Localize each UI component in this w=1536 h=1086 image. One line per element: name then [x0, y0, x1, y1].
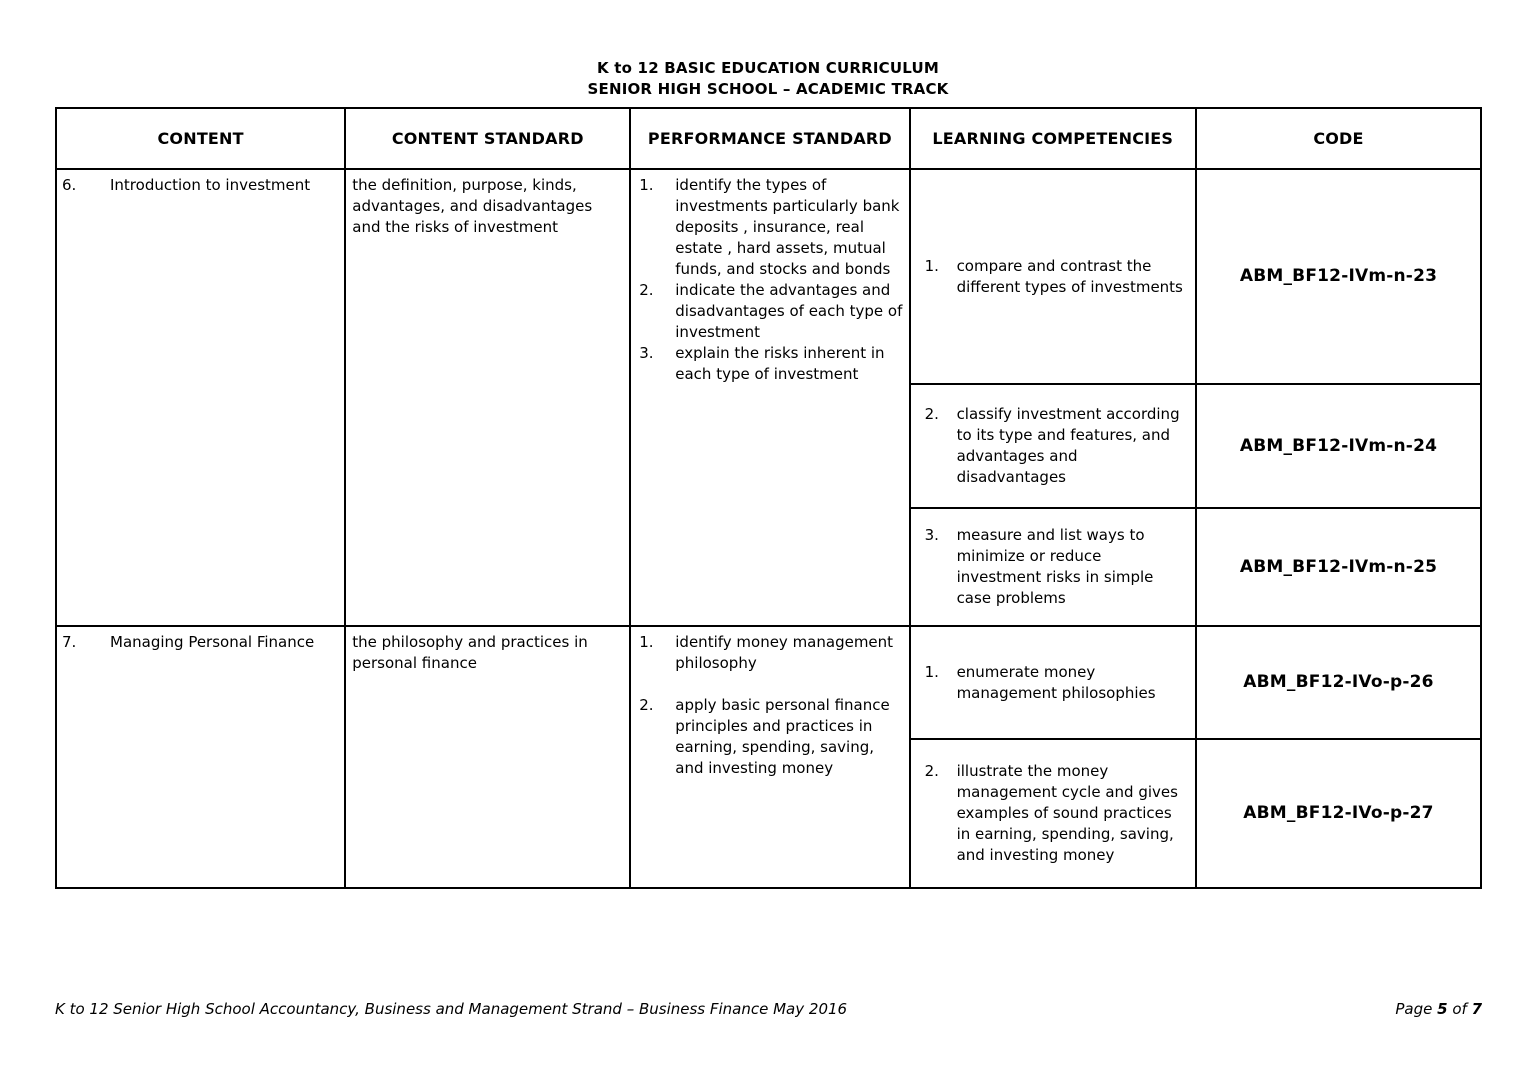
code-cell: ABM_BF12-IVo-p-27 [1196, 739, 1481, 888]
content-label: Introduction to investment [110, 176, 311, 194]
item-text: compare and contrast the different types of investments [956, 256, 1183, 296]
table-row [56, 169, 1481, 384]
header-performance-standard: PERFORMANCE STANDARD [630, 108, 909, 169]
table-header-row [56, 108, 1481, 169]
content-entry [62, 175, 338, 196]
table-row [56, 626, 1481, 739]
competency-item [925, 525, 1191, 609]
item-text: apply basic personal finance principles and practices in earning, spending, saving, and investing money [675, 696, 890, 777]
header-content: CONTENT [56, 108, 345, 169]
footer-total-pages: 7 [1471, 1000, 1482, 1018]
item-number: 2. [924, 762, 939, 780]
item-number: 1. [639, 633, 654, 651]
footer-document-name: K to 12 Senior High School Accountancy, Business and Management Strand – Business Finance May 2016 [55, 1000, 848, 1018]
performance-standard-cell-6 [630, 169, 909, 626]
performance-item [639, 280, 904, 343]
item-number: 3. [639, 344, 654, 362]
content-standard-cell-7: the philosophy and practices in personal finance [345, 626, 630, 888]
page-footer [55, 1000, 1482, 1018]
competency-item [925, 256, 1191, 298]
item-number: 1. [924, 256, 939, 275]
learning-competency-cell [910, 169, 1196, 384]
content-cell-6 [56, 169, 345, 626]
item-number: 1. [639, 176, 654, 194]
item-number: 2. [639, 281, 654, 299]
item-text: identify the types of investments particularly bank deposits , insurance, real estate , hard assets, mutual funds, and stocks and bonds [675, 176, 900, 278]
content-standard-cell-6: the definition, purpose, kinds, advantages, and disadvantages and the risks of investment [345, 169, 630, 626]
item-number: 1. [924, 662, 939, 681]
content-entry [62, 632, 338, 653]
learning-competency-cell [910, 739, 1196, 888]
code-cell: ABM_BF12-IVm-n-24 [1196, 384, 1481, 508]
item-text: identify money management philosophy [675, 633, 894, 672]
header-learning-competencies: LEARNING COMPETENCIES [910, 108, 1196, 169]
footer-of-word: of [1447, 1000, 1472, 1018]
item-text: indicate the advantages and disadvantages of each type of investment [675, 281, 903, 341]
header-code: CODE [1196, 108, 1481, 169]
document-title [0, 58, 1536, 100]
code-cell: ABM_BF12-IVo-p-26 [1196, 626, 1481, 739]
competency-item [925, 761, 1191, 866]
performance-item [639, 695, 904, 779]
learning-competency-cell [910, 508, 1196, 626]
curriculum-table [55, 107, 1482, 889]
competency-item [925, 662, 1191, 704]
code-cell: ABM_BF12-IVm-n-25 [1196, 508, 1481, 626]
footer-page-indicator [1395, 1000, 1482, 1018]
row-number: 7. [62, 633, 77, 651]
item-text: enumerate money management philosophies [956, 662, 1156, 702]
row-number: 6. [62, 176, 77, 194]
item-text: explain the risks inherent in each type of investment [675, 344, 885, 383]
content-label: Managing Personal Finance [110, 633, 315, 651]
performance-item [639, 343, 904, 385]
footer-page-number: 5 [1437, 1000, 1448, 1018]
performance-item [639, 175, 904, 280]
code-cell: ABM_BF12-IVm-n-23 [1196, 169, 1481, 384]
item-number: 3. [924, 526, 939, 544]
header-content-standard: CONTENT STANDARD [345, 108, 630, 169]
title-line-2: SENIOR HIGH SCHOOL – ACADEMIC TRACK [587, 80, 949, 98]
item-text: illustrate the money management cycle and gives examples of sound practices in earning, spending, saving, and investing money [956, 762, 1178, 864]
content-cell-7 [56, 626, 345, 888]
item-number: 2. [639, 696, 654, 714]
learning-competency-cell [910, 384, 1196, 508]
item-text: measure and list ways to minimize or reduce investment risks in simple case problems [956, 526, 1154, 607]
item-text: classify investment according to its type and features, and advantages and disadvantages [956, 405, 1180, 486]
competency-item [925, 404, 1191, 488]
item-number: 2. [924, 405, 939, 423]
learning-competency-cell [910, 626, 1196, 739]
performance-standard-cell-7 [630, 626, 909, 888]
title-line-1: K to 12 BASIC EDUCATION CURRICULUM [597, 59, 939, 77]
performance-item [639, 632, 904, 674]
footer-page-word: Page [1395, 1000, 1438, 1018]
